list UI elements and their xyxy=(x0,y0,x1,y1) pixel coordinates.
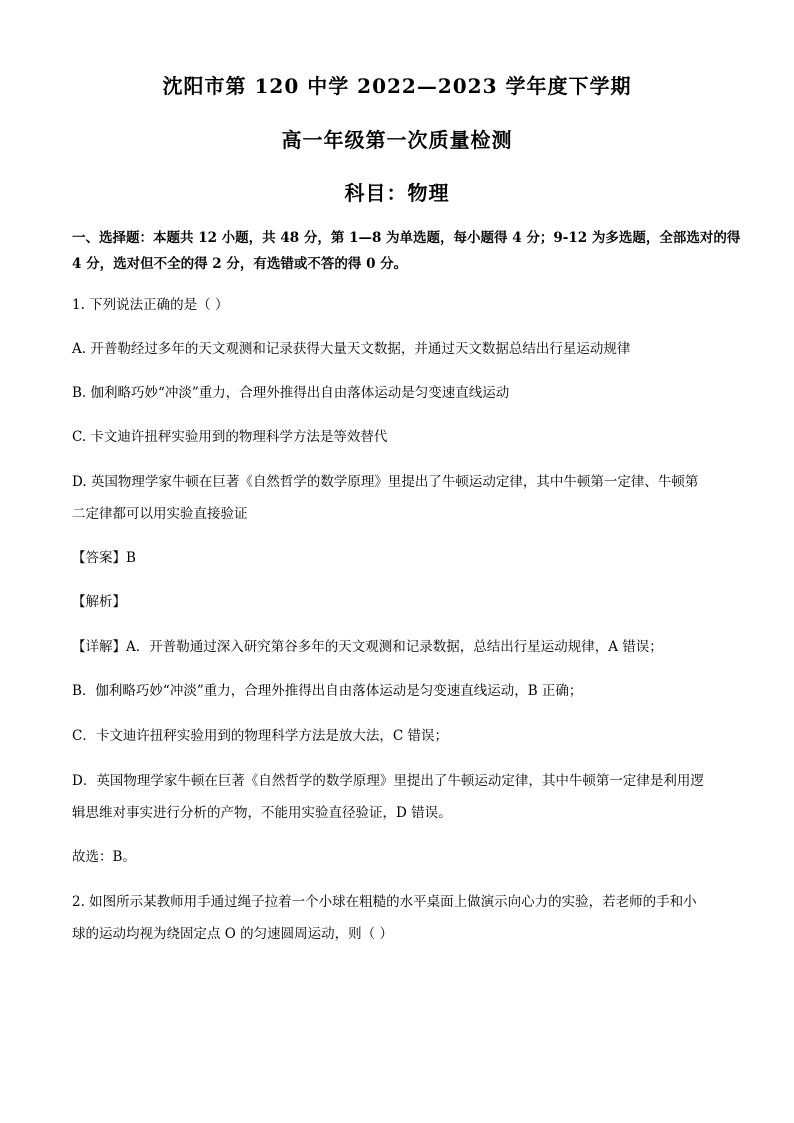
exam-title: 沈阳市第 120 中学 2022—2023 学年度下学期 xyxy=(162,74,632,98)
q1-detail-c: C．卡文迪许扭秤实验用到的物理科学方法是放大法，C 错误； xyxy=(72,728,448,744)
q1-detail-d-line1: D．英国物理学家牛顿在巨著《自然哲学的数学原理》里提出了牛顿运动定律，其中牛顿第一定律是利用逻 xyxy=(72,773,704,789)
section-instructions-line1: 一、选择题：本题共 12 小题，共 48 分，第 1—8 为单选题，每小题得 4 分；9-12 为多选题，全部选对的得 xyxy=(72,230,741,246)
q1-answer xyxy=(72,549,732,567)
subject-title: 科目：物理 xyxy=(344,181,450,205)
q2-stem-line1: 2. 如图所示某教师用手通过绳子拉着一个小球在粗糙的水平桌面上做演示向心力的实验，若老师的手和小 xyxy=(72,894,697,910)
answer-label: 【答案】 xyxy=(72,550,126,566)
q1-conclusion: 故选：B。 xyxy=(72,849,136,865)
q1-detail-a xyxy=(72,638,732,656)
q1-option-a: A. 开普勒经过多年的天文观测和记录获得大量天文数据，并通过天文数据总结出行星运动规律 xyxy=(72,341,631,357)
q1-option-d-line2: 二定律都可以用实验直接验证 xyxy=(72,506,248,522)
detail-label: 【详解】 xyxy=(72,639,126,655)
section-instructions-line2: 4 分，选对但不全的得 2 分，有选错或不答的得 0 分。 xyxy=(72,256,408,272)
q1-detail-d-line2: 辑思维对事实进行分析的产物，不能用实验直径验证，D 错误。 xyxy=(72,805,452,821)
q1-detail-b: B．伽利略巧妙“冲淡”重力，合理外推得出自由落体运动是匀变速直线运动，B 正确； xyxy=(72,683,583,699)
q1-stem: 1. 下列说法正确的是（ ） xyxy=(72,297,229,313)
exam-subtitle: 高一年级第一次质量检测 xyxy=(281,128,513,152)
answer-value: B xyxy=(126,550,136,566)
q1-option-b: B. 伽利略巧妙“冲淡”重力，合理外推得出自由落体运动是匀变速直线运动 xyxy=(72,385,510,401)
detail-a-text: A．开普勒通过深入研究第谷多年的天文观测和记录数据，总结出行星运动规律，A 错误； xyxy=(126,639,663,655)
q1-option-c: C. 卡文迪许扭秤实验用到的物理科学方法是等效替代 xyxy=(72,429,388,445)
q1-analysis-label xyxy=(72,593,732,611)
q1-option-d-line1: D. 英国物理学家牛顿在巨著《自然哲学的数学原理》里提出了牛顿运动定律，其中牛顿第一定律、牛顿第 xyxy=(72,474,699,490)
analysis-label: 【解析】 xyxy=(72,594,126,610)
q2-stem-line2: 球的运动均视为绕固定点 O 的匀速圆周运动，则（ ） xyxy=(72,926,393,942)
